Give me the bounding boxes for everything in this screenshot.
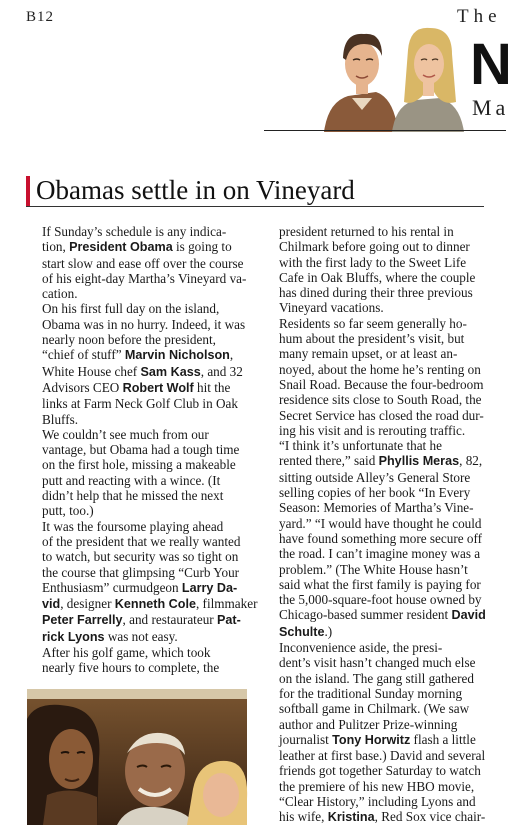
text-run: Vineyard vacations. (279, 300, 384, 316)
text-line (264, 423, 482, 438)
text-line (264, 408, 482, 423)
text-run: of his eight-day Martha’s Vineyard va- (42, 270, 247, 286)
text-line (27, 256, 247, 271)
person-name: Tony Horwitz (332, 732, 411, 747)
text-run: president returned to his rental in (279, 224, 454, 239)
text-run: said what the first family is paying for (279, 576, 481, 592)
text-line (264, 655, 482, 670)
masthead-subtitle: Ma (472, 95, 510, 120)
text-line (264, 285, 482, 300)
text-line (264, 255, 482, 270)
text-run: on the first hole, missing a makeable (42, 457, 236, 473)
text-run: If Sunday’s schedule is any indica- (42, 224, 227, 239)
text-line (264, 438, 482, 453)
text-run: the course that glimpsing “Curb Your (42, 564, 240, 580)
text-line (27, 612, 247, 628)
text-run: his wife, (279, 809, 328, 825)
text-run: Chicago-based summer resident (279, 607, 452, 623)
text-run: ing his visit and is rerouting traffic. (279, 422, 466, 438)
text-line (264, 239, 482, 254)
columnist-illustration (322, 20, 468, 132)
article-paragraph (264, 640, 486, 826)
text-line (27, 580, 247, 596)
text-run: .) (324, 623, 333, 639)
text-line (27, 629, 247, 645)
text-run: nearly five hours to complete, the (42, 660, 220, 676)
text-line (264, 607, 486, 623)
text-run: dent’s visit hasn’t changed much else (279, 655, 476, 671)
text-run: , filmmaker (195, 596, 258, 612)
text-line (264, 748, 486, 764)
text-run: was not easy. (104, 628, 178, 644)
text-run: the premiere of his new HBO movie, (279, 778, 475, 794)
text-line (264, 732, 482, 748)
text-run: is going to (172, 239, 232, 255)
text-line (27, 301, 247, 316)
text-line (264, 300, 482, 315)
text-line (264, 500, 482, 515)
page-number: B12 (26, 9, 55, 25)
text-line (27, 549, 247, 564)
article-paragraph (27, 224, 247, 301)
article-paragraph (27, 301, 247, 426)
text-line (27, 239, 247, 255)
text-run: Advisors CEO (42, 379, 123, 395)
text-run: didn’t help that he missed the next (42, 488, 224, 504)
text-run: After his golf game, which took (42, 645, 211, 661)
person-name: Schulte (279, 624, 325, 639)
text-run: author and Pulitzer Prize-winning (279, 716, 458, 732)
person-name: President Obama (69, 240, 173, 255)
text-run: , 82, (459, 453, 483, 469)
text-line (264, 794, 482, 809)
person-name: Robert Wolf (122, 380, 194, 395)
article-headline: Obamas settle in on Vineyard (36, 175, 355, 205)
text-line (27, 645, 247, 660)
text-line (27, 412, 247, 427)
article-paragraph (27, 518, 258, 645)
text-run: on the island. The gang still gathered (279, 670, 474, 686)
text-run: the road. I can’t imagine money was a (279, 546, 481, 562)
text-line (264, 577, 482, 592)
text-run: of the president that we really wanted (42, 533, 241, 549)
text-run: , designer (60, 596, 115, 612)
text-run: Season: Memories of Martha’s Vine- (279, 500, 474, 516)
text-line (264, 377, 482, 392)
text-run: hit the (193, 379, 231, 395)
text-line (264, 346, 482, 361)
text-line (264, 671, 482, 686)
text-run: rented there,” said (279, 453, 379, 469)
text-line (264, 270, 482, 285)
text-line (27, 396, 247, 411)
person-name: Pat- (216, 613, 241, 628)
person-name: vid (42, 597, 61, 612)
text-line (27, 519, 247, 534)
text-run: putt and reacting with a wince. (It (42, 472, 221, 488)
text-line (264, 686, 482, 701)
person-name: Phyllis Meras (378, 454, 460, 469)
text-run: Bluffs. (42, 411, 79, 427)
text-line (264, 779, 482, 794)
text-run: has dined during their three previous (279, 285, 473, 301)
text-run: On his first full day on the island, (42, 301, 220, 317)
text-run: to watch, but security was so tight on (42, 549, 239, 565)
text-line (264, 763, 482, 778)
text-line (27, 488, 247, 503)
text-run: many remain upset, or at least an- (279, 346, 458, 362)
person-name: rick Lyons (42, 629, 105, 644)
text-run: White House chef (42, 363, 141, 379)
article-paragraph (264, 316, 482, 438)
text-line (264, 717, 482, 732)
text-line (27, 442, 247, 457)
text-run: residence sits close to South Road, the (279, 392, 482, 408)
text-line (264, 809, 486, 825)
person-name: Peter Farrelly (42, 613, 123, 628)
text-line (264, 485, 482, 500)
text-run: Snail Road. Because the four-bedroom (279, 376, 484, 392)
text-line (264, 562, 482, 577)
text-run: Chilmark before going out to dinner (279, 239, 470, 255)
text-run: tion, (42, 239, 70, 255)
text-run: cation. (42, 286, 78, 302)
text-run: Cafe in Oak Bluffs, where the couple (279, 269, 476, 285)
text-line (264, 516, 482, 531)
text-run: Obama was in no hurry. Indeed, it was (42, 316, 246, 332)
text-run: , (229, 347, 234, 363)
text-line (27, 347, 247, 363)
text-run: with the first lady to the Sweet Life (279, 254, 467, 270)
text-line (27, 224, 247, 239)
article-paragraph (27, 645, 247, 676)
text-run: flash a little (410, 731, 476, 747)
text-line (27, 457, 247, 472)
text-run: the 5,000-square-foot house owned by (279, 592, 482, 608)
article-column-left (27, 224, 258, 676)
text-line (264, 362, 482, 377)
text-run: Enthusiasm” curmudgeon (42, 579, 182, 595)
text-line (264, 546, 482, 561)
text-line (27, 364, 247, 380)
text-line (27, 286, 247, 301)
text-run: putt, too.) (42, 503, 94, 519)
text-run: nearly noon before the president, (42, 332, 216, 348)
text-run: “I think it’s unfortunate that he (279, 438, 442, 454)
text-run: , and 32 (200, 363, 243, 379)
headline-rule (26, 206, 484, 207)
person-name: Kristina (327, 810, 375, 825)
text-run: have found something more secure off (279, 530, 483, 546)
text-run: softball game in Chilmark. (We saw (279, 701, 470, 717)
person-name: Marvin Nicholson (124, 348, 230, 363)
text-run: Residents so far seem generally ho- (279, 315, 467, 331)
text-run: , Red Sox vice chair- (374, 809, 486, 825)
text-run: selling copies of her book “In Every (279, 485, 471, 501)
masthead-rule (264, 130, 506, 131)
text-run: We couldn’t see much from our (42, 426, 209, 442)
text-line (27, 427, 247, 442)
text-line (264, 331, 482, 346)
text-line (27, 503, 247, 518)
article-column-right (264, 224, 486, 826)
text-run: hum about the president’s visit, but (279, 331, 465, 347)
text-line (264, 392, 482, 407)
text-run: links at Farm Neck Golf Club in Oak (42, 396, 238, 412)
text-run: friends got together Saturday to watch (279, 763, 481, 779)
article-paragraph (264, 224, 482, 316)
masthead-the: The (457, 6, 502, 27)
text-line (264, 624, 482, 640)
text-line (27, 565, 247, 580)
text-run: Inconvenience aside, the presi- (279, 640, 443, 656)
text-run: problem.” (The White House hasn’t (279, 561, 468, 577)
text-run: “Clear History,” including Lyons and (279, 793, 476, 809)
text-line (264, 470, 482, 485)
text-line (264, 592, 482, 607)
person-name: Kenneth Cole (114, 597, 196, 612)
text-run: yard.” “I would have thought he could (279, 515, 482, 531)
text-run: “chief of stuff” (42, 347, 125, 363)
article-paragraph (27, 427, 247, 519)
text-run: It was the foursome playing ahead (42, 518, 224, 534)
text-line (264, 640, 482, 655)
headline-accent-bar (26, 176, 30, 206)
text-line (264, 531, 482, 546)
text-line (264, 453, 482, 469)
text-run: for the traditional Sunday morning (279, 685, 463, 701)
person-name: Larry Da- (181, 580, 238, 595)
text-line (27, 317, 247, 332)
text-run: sitting outside Alley’s General Store (279, 469, 471, 485)
text-line (27, 596, 258, 612)
text-line (264, 316, 482, 331)
article-photo (27, 689, 247, 825)
text-line (27, 271, 247, 286)
text-line (27, 660, 247, 675)
person-name: Sam Kass (140, 364, 201, 379)
text-run: journalist (279, 731, 333, 747)
text-run: vantage, but Obama had a tough time (42, 442, 240, 458)
text-run: , and restaurateur (122, 612, 217, 628)
text-line (27, 473, 247, 488)
person-name: David (451, 608, 486, 623)
text-line (27, 380, 247, 396)
text-run: start slow and ease off over the course (42, 255, 244, 271)
text-run: noyed, about the home he’s renting on (279, 361, 481, 377)
masthead-title: N (470, 32, 512, 97)
text-run: Secret Service has closed the road dur- (279, 407, 484, 423)
text-run: leather at first base.) David and several (279, 748, 486, 764)
text-line (27, 332, 247, 347)
text-line (27, 534, 247, 549)
text-line (264, 224, 482, 239)
article-paragraph (264, 438, 486, 640)
text-line (264, 701, 482, 716)
